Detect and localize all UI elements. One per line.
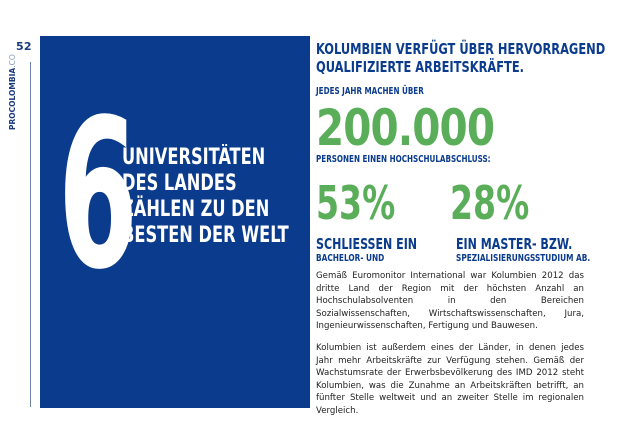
bachelor-label-line2: BACHELOR- UND — [316, 253, 385, 264]
claim-line: DES LANDES — [122, 171, 237, 196]
section-headline — [316, 40, 605, 76]
claim-line: UNIVERSITÄTEN — [122, 145, 266, 170]
headline-line: KOLUMBIEN VERFÜGT ÜBER HERVORRAGEND — [316, 40, 606, 58]
bachelor-percent: 53% — [316, 176, 396, 230]
page-number: 52 — [16, 40, 32, 53]
bachelor-label-line1: SCHLIESSEN EIN — [316, 235, 418, 253]
paragraph: Gemäß Euromonitor International war Kolumbien 2012 das dritte Land der Region mit der höchsten Anzahl an Hochschulabsolventen in den Bereichen Sozialwissenschaften, Wirtschaftswissenschaften, Jura, Ingenieurwissenschaften, Fertigung und Bauwesen. — [316, 271, 584, 332]
master-label-line2: SPEZIALISIERUNGSSTUDIUM AB. — [456, 253, 591, 264]
master-label — [456, 236, 590, 265]
master-percent: 28% — [450, 176, 530, 230]
vertical-divider — [30, 62, 31, 407]
stat-outro: PERSONEN EINEN HOCHSCHULABSCHLUSS: — [316, 154, 491, 165]
claim-line: ZÄHLEN ZU DEN — [122, 197, 270, 222]
brand-suffix: .CO — [8, 54, 17, 68]
stat-intro: JEDES JAHR MACHEN ÜBER — [316, 86, 424, 97]
graduates-number: 200.000 — [316, 99, 495, 157]
master-label-line1: EIN MASTER- BZW. — [456, 235, 573, 253]
headline-line: QUALIFIZIERTE ARBEITSKRÄFTE. — [316, 58, 525, 76]
bachelor-label — [316, 236, 417, 265]
big-digit: 6 — [58, 75, 133, 315]
brand-name: PROCOLOMBIA — [8, 67, 17, 130]
claim-line: BESTEN DER WELT — [122, 223, 289, 248]
brand-label — [8, 54, 17, 130]
panel-claim — [122, 145, 289, 249]
paragraph: Kolumbien ist außerdem eines der Länder, in denen jedes Jahr mehr Arbeitskräfte zur Verfügung stehen. Gemäß der Wachstumsrate der Erwerbsbevölkerung des IMD 2012 steht Kolumbien, was die Zunahme an Arbeitskräften betrifft, an fünfter Stelle weltweit und an zweiter Stelle im regionalen Vergleich. — [316, 343, 584, 416]
